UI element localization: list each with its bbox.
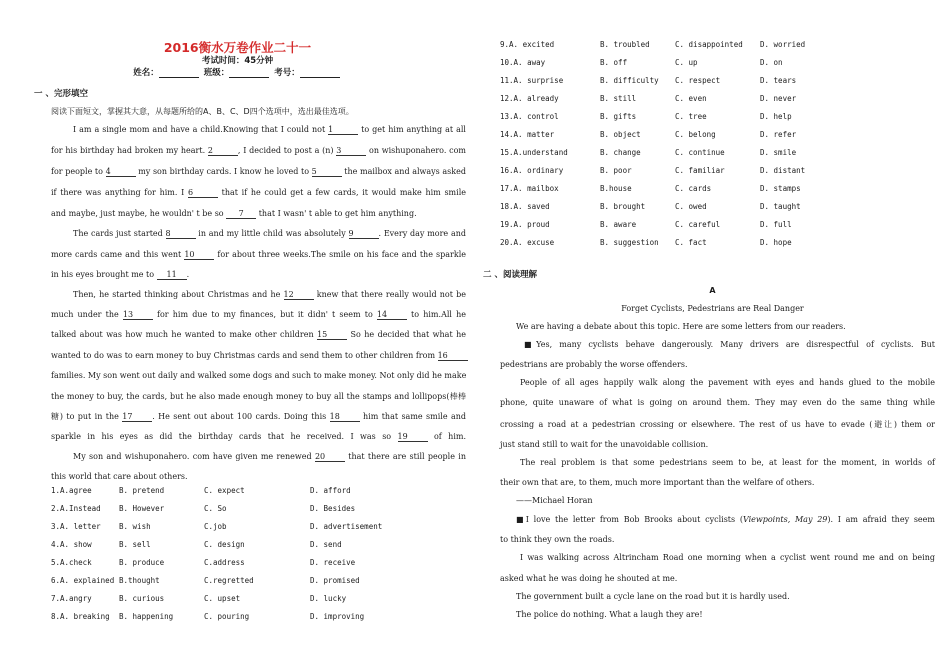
question-option[interactable]: D. worried xyxy=(760,40,806,49)
reading-text: The government built a cycle lane on the road but it is hardly used. xyxy=(516,592,790,601)
question-option-a[interactable]: 19.A. proud xyxy=(500,220,550,229)
question-option[interactable]: C. expect xyxy=(204,486,245,495)
question-option-a[interactable]: 14.A. matter xyxy=(500,130,555,139)
reading-text: just stand still to wait for the unavoidable collision. xyxy=(500,440,709,449)
reading-line xyxy=(500,398,935,407)
question-option[interactable]: C. pouring xyxy=(204,612,250,621)
answer-blank[interactable]: 18 xyxy=(330,413,360,422)
passage-text: talked about was how much he wanted to make other children xyxy=(51,330,318,339)
question-option[interactable]: B. troubled xyxy=(600,40,650,49)
question-option[interactable]: D. send xyxy=(310,540,342,549)
answer-blank[interactable]: 19 xyxy=(398,433,428,442)
reading-line xyxy=(520,458,935,467)
question-option-a[interactable]: 20.A. excuse xyxy=(500,238,555,247)
passage-text: The cards just started xyxy=(73,229,166,238)
passage-text: that I wasn' t able to get him anything. xyxy=(256,209,417,218)
question-option[interactable]: C. respect xyxy=(675,76,721,85)
question-option-a[interactable]: 4.A. show xyxy=(51,540,92,549)
reading-part-label: A xyxy=(709,286,716,295)
passage-text: much under the xyxy=(51,310,123,319)
id-blank[interactable] xyxy=(300,68,340,78)
question-option-a[interactable]: 15.A.understand xyxy=(500,148,568,157)
question-option[interactable]: D. stamps xyxy=(760,184,801,193)
id-label: 考号： xyxy=(274,68,300,78)
reading-text: ■I love the letter from Bob Brooks about cyclists ( xyxy=(516,515,743,524)
answer-blank[interactable]: 2 xyxy=(208,147,238,156)
reading-line xyxy=(500,574,935,583)
question-option[interactable]: D. Besides xyxy=(310,504,356,513)
passage-text: and maybe, just maybe, he wouldn' t be so xyxy=(51,209,227,218)
reading-text: asked what he was doing he shouted at me. xyxy=(500,574,678,583)
passage-text: sparkle in his eyes as did the birthday cards that he received. I was so xyxy=(51,432,398,441)
passage-text: that if he could get a few cards, it would make him smile xyxy=(217,188,466,197)
answer-blank[interactable]: 6 xyxy=(188,189,218,198)
question-option[interactable]: B. wish xyxy=(119,522,151,531)
question-option-a[interactable]: 2.A.Instead xyxy=(51,504,101,513)
passage-text: on wishuponahero. com xyxy=(366,146,467,155)
passage-text: that there are still people in xyxy=(344,452,466,461)
answer-blank[interactable]: 1 xyxy=(328,126,358,135)
question-option[interactable]: D. afford xyxy=(310,486,351,495)
passage-line xyxy=(73,452,466,462)
question-option-a[interactable]: 5.A.check xyxy=(51,558,92,567)
passage-text: Then, he started thinking about Christmas and he xyxy=(73,290,284,299)
reading-text: I was walking across Altrincham Road one morning when a cyclist went round me and on being xyxy=(520,553,935,562)
question-option[interactable]: D. full xyxy=(760,220,792,229)
question-option[interactable]: C.job xyxy=(204,522,227,531)
question-option[interactable]: B. However xyxy=(119,504,165,513)
question-option[interactable]: C. upset xyxy=(204,594,241,603)
passage-line xyxy=(51,391,466,402)
question-option-a[interactable]: 1.A.agree xyxy=(51,486,92,495)
question-option[interactable]: C. disappointed xyxy=(675,40,743,49)
question-option[interactable]: B. still xyxy=(600,94,637,103)
reading-line xyxy=(500,360,935,369)
answer-blank[interactable]: 11 xyxy=(157,271,187,280)
reading-line xyxy=(520,553,935,562)
question-option-a[interactable]: 11.A. surprise xyxy=(500,76,564,85)
question-option[interactable]: B. aware xyxy=(600,220,637,229)
passage-text: in and my little child was absolutely xyxy=(195,229,349,238)
passage-line xyxy=(73,125,466,135)
answer-blank[interactable]: 4 xyxy=(106,168,136,177)
passage-text: the money to buy, the cards, but he also made enough money to buy all the stamps and lollipops(棒棒 xyxy=(51,392,466,401)
passage-text: . He sent out about 100 cards. Doing this xyxy=(152,412,330,421)
question-option[interactable]: B. gifts xyxy=(600,112,637,121)
reading-text: ■Yes, many cyclists behave dangerously. Many drivers are disrespectful of cyclists. But xyxy=(524,340,935,349)
section1-instruction: 阅读下面短文，掌握其大意，从每题所给的A、B、C、D四个选项中，选出最佳选项。 xyxy=(51,107,354,116)
answer-blank[interactable]: 14 xyxy=(377,311,407,320)
answer-blank[interactable]: 3 xyxy=(336,147,366,156)
passage-line xyxy=(51,188,466,198)
question-option[interactable]: B.thought xyxy=(119,576,160,585)
question-option[interactable]: D. lucky xyxy=(310,594,347,603)
answer-blank[interactable]: 17 xyxy=(122,413,152,422)
answer-blank[interactable]: 10 xyxy=(184,251,214,260)
passage-text: . xyxy=(186,270,190,279)
passage-line xyxy=(51,310,466,320)
reading-line xyxy=(524,340,935,349)
question-option-a[interactable]: 10.A. away xyxy=(500,58,546,67)
reading-line xyxy=(516,592,935,601)
reading-text: The real problem is that some pedestrians seem to be, at least for the moment, in worlds of xyxy=(520,458,935,467)
reading-text: People of all ages happily walk along the pavement with eyes and hands glued to the mobile xyxy=(520,378,935,387)
question-option-a[interactable]: 12.A. already xyxy=(500,94,559,103)
passage-text: my son birthday cards. I know he loved to xyxy=(135,167,312,176)
question-option[interactable]: C. tree xyxy=(675,112,707,121)
answer-blank[interactable]: 20 xyxy=(315,453,345,462)
answer-blank[interactable]: 5 xyxy=(312,168,342,177)
question-option[interactable]: D. advertisement xyxy=(310,522,383,531)
reading-text: their own that are, to them, much more important than the welfare of others. xyxy=(500,478,815,487)
passage-text: . Every day more and xyxy=(378,229,466,238)
question-option[interactable]: C. belong xyxy=(675,130,716,139)
passage-line xyxy=(51,146,466,156)
question-option[interactable]: B. sell xyxy=(119,540,151,549)
question-option[interactable]: D. improving xyxy=(310,612,365,621)
question-option[interactable]: C. up xyxy=(675,58,698,67)
question-option[interactable]: D. promised xyxy=(310,576,360,585)
passage-text: for about three weeks.The smile on his face and the sparkle xyxy=(214,250,466,259)
passage-line xyxy=(51,411,466,422)
class-blank[interactable] xyxy=(229,68,269,78)
passage-text: this world that care about others. xyxy=(51,472,188,481)
passage-line xyxy=(51,330,466,340)
question-option[interactable]: D. refer xyxy=(760,130,797,139)
reading-line xyxy=(516,515,935,524)
answer-blank[interactable]: 13 xyxy=(123,311,153,320)
passage-text: I am a single mom and have a child.Knowing that I could not xyxy=(73,125,329,134)
passage-line xyxy=(51,250,466,260)
question-option[interactable]: D. on xyxy=(760,58,783,67)
question-option[interactable]: C. even xyxy=(675,94,707,103)
question-option[interactable]: C.address xyxy=(204,558,245,567)
name-label: 姓名： xyxy=(133,68,159,78)
passage-line xyxy=(51,432,466,442)
passage-text: My son and wishuponahero. com have given me renewed xyxy=(73,452,315,461)
question-option-a[interactable]: 3.A. letter xyxy=(51,522,101,531)
question-option[interactable]: C.regretted xyxy=(204,576,254,585)
question-option[interactable]: B. difficulty xyxy=(600,76,659,85)
answer-blank[interactable]: 16 xyxy=(438,352,468,361)
reading-text: pedestrians are probably the worse offenders. xyxy=(500,360,688,369)
student-info-fields xyxy=(0,66,475,78)
question-option[interactable]: B. object xyxy=(600,130,641,139)
question-option-a[interactable]: 7.A.angry xyxy=(51,594,92,603)
section2-heading: 二 、阅读理解 xyxy=(483,270,537,280)
reading-text: crossing a road at a pedestrian crossing or elsewhere. The rest of us have to evade (避让) them or xyxy=(500,420,935,429)
answer-blank[interactable]: 15 xyxy=(317,331,347,340)
question-option[interactable]: B. suggestion xyxy=(600,238,659,247)
question-option[interactable]: D. tears xyxy=(760,76,797,85)
reading-text: to think they own the roads. xyxy=(500,535,615,544)
article-title: Forget Cyclists, Pedestrians are Real Danger xyxy=(621,304,804,313)
reading-text: The police do nothing. What a laugh they are! xyxy=(516,610,703,619)
page-title: 2016衡水万卷作业二十一 xyxy=(163,40,312,55)
passage-line xyxy=(51,351,466,361)
question-option[interactable]: D. distant xyxy=(760,166,806,175)
question-option[interactable]: B. happening xyxy=(119,612,174,621)
reading-line xyxy=(516,496,935,505)
reading-line xyxy=(516,610,935,619)
passage-text: him that same smile and xyxy=(359,412,467,421)
question-option[interactable]: B. curious xyxy=(119,594,165,603)
reading-line xyxy=(500,440,935,449)
passage-line xyxy=(51,472,466,481)
passage-text: families. My son went out daily and walked some dogs and such to make money. Not only did he make xyxy=(51,371,467,380)
reading-text: ——Michael Horan xyxy=(516,496,593,505)
question-option-a[interactable]: 16.A. ordinary xyxy=(500,166,564,175)
answer-blank[interactable]: 8 xyxy=(166,230,196,239)
question-option[interactable]: D. never xyxy=(760,94,797,103)
question-option[interactable]: C. familiar xyxy=(675,166,725,175)
question-option-a[interactable]: 9.A. excited xyxy=(500,40,555,49)
passage-text: of him. xyxy=(427,432,467,441)
question-option[interactable]: C. owed xyxy=(675,202,707,211)
passage-text: for him due to my finances, but it didn' t seem to xyxy=(152,310,377,319)
passage-text: in his eyes brought me to xyxy=(51,270,157,279)
question-option[interactable]: B. poor xyxy=(600,166,632,175)
question-option-a[interactable]: 17.A. mailbox xyxy=(500,184,559,193)
question-option[interactable]: C. cards xyxy=(675,184,712,193)
answer-blank[interactable]: 7 xyxy=(226,210,256,219)
passage-text: more cards came and this went xyxy=(51,250,185,259)
reading-text: ). I am afraid they seem xyxy=(827,515,935,524)
question-option[interactable]: C. design xyxy=(204,540,245,549)
question-option-a[interactable]: 8.A. breaking xyxy=(51,612,110,621)
passage-line xyxy=(73,290,466,300)
section1-heading: 一 、完形填空 xyxy=(34,89,88,99)
question-option[interactable]: D. smile xyxy=(760,148,797,157)
reading-text: Viewpoints, May 29 xyxy=(742,515,828,524)
passage-text: for his birthday had broken my heart. xyxy=(51,146,208,155)
reading-line xyxy=(500,478,935,487)
answer-blank[interactable]: 12 xyxy=(284,291,314,300)
passage-line xyxy=(51,167,466,177)
passage-text: , I decided to post a (n) xyxy=(237,146,337,155)
reading-text: phone, quite unaware of what is going on around them. They may even do the same thing while xyxy=(500,398,935,407)
passage-text: for people to xyxy=(51,167,106,176)
passage-text: knew that there really would not be xyxy=(313,290,466,299)
reading-line xyxy=(500,419,935,430)
question-option-a[interactable]: 18.A. saved xyxy=(500,202,550,211)
question-option[interactable]: C. fact xyxy=(675,238,707,247)
question-option[interactable]: C. So xyxy=(204,504,227,513)
question-option[interactable]: D. receive xyxy=(310,558,356,567)
question-option[interactable]: D. hope xyxy=(760,238,792,247)
passage-text: the mailbox and always asked xyxy=(341,167,466,176)
passage-text: to him.All he xyxy=(406,310,466,319)
question-option[interactable]: B. pretend xyxy=(119,486,165,495)
passage-line xyxy=(51,371,466,380)
passage-line xyxy=(51,209,466,219)
reading-line xyxy=(500,535,935,544)
reading-line xyxy=(516,322,935,331)
passage-line xyxy=(73,229,466,239)
question-option-a[interactable]: 13.A. control xyxy=(500,112,559,121)
reading-line xyxy=(520,378,935,387)
passage-text: wanted to do was to earn money to buy Christmas cards and send them to other children from xyxy=(51,351,438,360)
question-option[interactable]: D. help xyxy=(760,112,792,121)
reading-text: We are having a debate about this topic. Here are some letters from our readers. xyxy=(516,322,846,331)
question-option[interactable]: C. careful xyxy=(675,220,721,229)
question-option[interactable]: B.house xyxy=(600,184,632,193)
question-option[interactable]: B. brought xyxy=(600,202,646,211)
question-option[interactable]: C. continue xyxy=(675,148,725,157)
answer-blank[interactable]: 9 xyxy=(349,230,379,239)
question-option[interactable]: D. taught xyxy=(760,202,801,211)
name-blank[interactable] xyxy=(159,68,199,78)
exam-time: 考试时间：45分钟 xyxy=(201,56,274,66)
passage-text: 糖) to put in the xyxy=(51,412,123,421)
passage-line xyxy=(51,270,466,280)
class-label: 班级： xyxy=(203,68,230,78)
passage-text: So he decided that what he xyxy=(347,330,466,339)
question-option-a[interactable]: 6.A. explained xyxy=(51,576,115,585)
passage-text: if there was anything for him. I xyxy=(51,188,188,197)
question-option[interactable]: B. off xyxy=(600,58,628,67)
passage-text: to get him anything at all xyxy=(358,125,466,134)
question-option[interactable]: B. change xyxy=(600,148,641,157)
question-option[interactable]: B. produce xyxy=(119,558,165,567)
